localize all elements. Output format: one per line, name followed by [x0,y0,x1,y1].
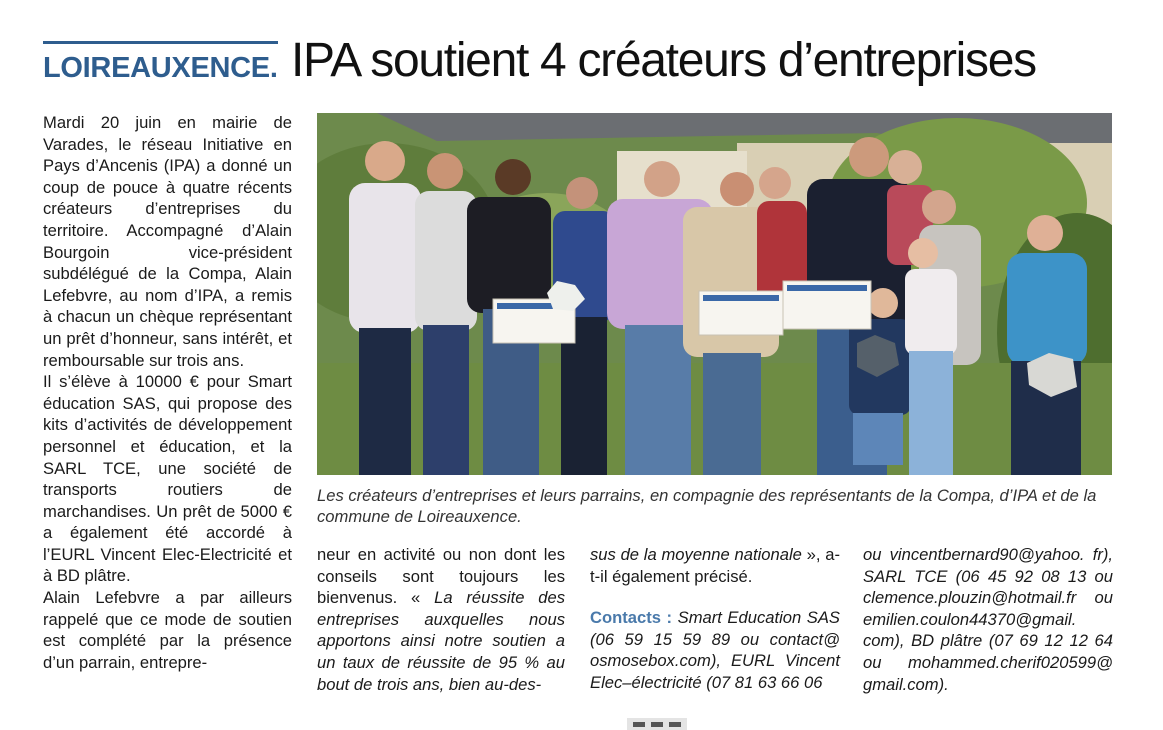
article-column-1 [43,112,292,673]
photo-caption: Les créateurs d’entreprises et leurs parrains, en compagnie des représentants de la Compa, d’IPA et de la commune de Loireauxence. [317,486,1097,526]
paragraph-3: Alain Lefebvre a par ailleurs rappelé que ce mode de soutien est complété par la présence d’un parrain, entrepre- [43,588,292,672]
group-photo-illustration [317,113,1112,475]
group-photo [317,113,1112,475]
paragraph-2: Il s’élève à 10000 € pour Smart éducation SAS, qui propose des kits d’activités de développement personnel et éducation, et la SARL TCE, une société de transports routiers de marchandises. Un prêt de 5000 € a également été accordé à l’EURL Vincent Elec-Electricité et à BD plâtre. [43,372,292,586]
paragraph-1: Mardi 20 juin en mairie de Varades, le réseau Initiative en Pays d’Ancenis (IPA) a donné un coup de pouce à quatre récents créateurs d’entreprises du territoire. Accompagné d’Alain Bourgoin vice-président subdélégué de la Compa, Alain Lefebvre, au nom d’IPA, a remis à chacun un chèque représentant un prêt d’honneur, sans intérêt, et remboursable sur trois ans. [43,113,292,370]
contacts-block [590,607,840,693]
contacts-col3: Smart Education SAS (06 59 15 59 89 ou contact@ osmosebox.com), EURL Vincent Elec–électricité (07 81 63 66 06 [590,608,840,692]
article-headline: IPA soutient 4 créateurs d’entreprises [291,34,1036,87]
col2-text: neur en activité ou non dont les conseils sont toujours les bienvenus. « [317,545,565,608]
article-column-3 [590,544,840,694]
col2-quote: La réussite des entreprises auxquelles nous apportons ainsi notre soutien a un taux de réussite de 95 % au bout de trois ans, bien au-des- [317,588,565,694]
page-nav-icon[interactable] [627,718,687,730]
col3-text: », a-t-il également précisé. [590,545,840,586]
article-column-4 [863,544,1113,695]
contacts-label: Contacts : [590,608,673,628]
article-column-2 [317,544,565,695]
col3-quote: sus de la moyenne nationale [590,545,802,564]
header-rule [43,41,278,44]
section-kicker: LOIREAUXENCE. [43,52,278,84]
contacts-col4: ou vincentbernard90@yahoo. fr), SARL TCE (06 45 92 08 13 ou clemence.plouzin@hotmail.fr ou emilien.coulon44370@gmail. com), BD plâtre (07 69 12 12 64 ou mohammed.cherif020599@ gmail.com). [863,545,1113,694]
